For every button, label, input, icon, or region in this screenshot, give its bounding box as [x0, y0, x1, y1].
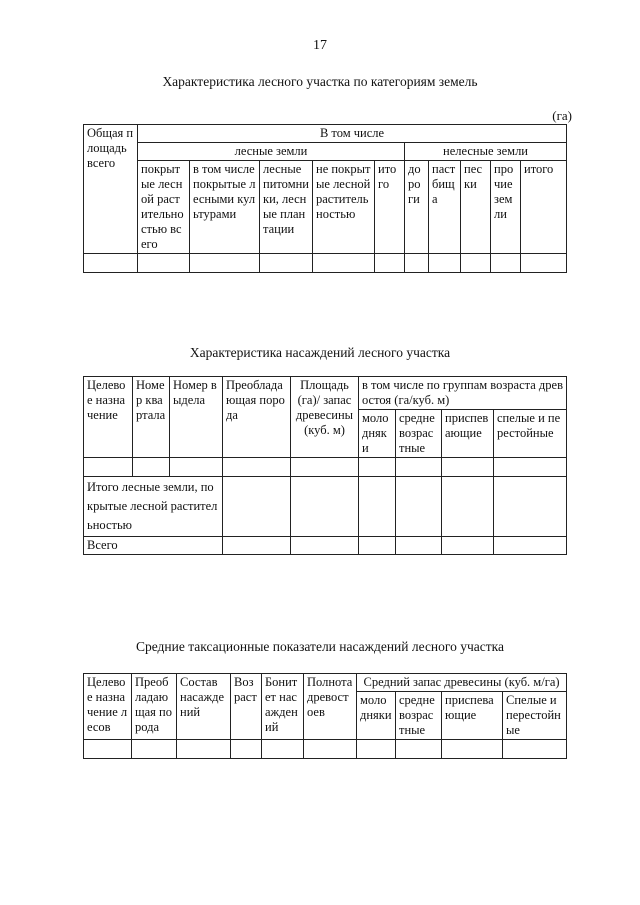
table-row: [84, 458, 567, 477]
plantings-table: [83, 376, 567, 555]
header-allotment: Номер выдела: [170, 377, 223, 458]
header-total-area: Общая площадь всего: [84, 125, 138, 254]
header-mature-overmature: Спелые и перестойные: [503, 692, 567, 740]
page-number: 17: [313, 38, 327, 53]
header-nurseries: лесные питомники, лесные плантации: [260, 161, 313, 254]
taxation-table: [83, 673, 567, 759]
header-middle-aged: средневозрастные: [396, 410, 442, 458]
header-mature-overmature: спелые и перестойные: [494, 410, 567, 458]
total-forest-covered-label: Итого лесные земли, покрытые лесной растительностью: [84, 477, 223, 537]
header-roads: дороги: [405, 161, 429, 254]
header-density: Полнота древостоев: [304, 674, 357, 740]
header-in-total: В том числе: [138, 125, 567, 143]
header-maturing: приспевающие: [442, 410, 494, 458]
header-forest-purpose: Целевое назначение лесов: [84, 674, 132, 740]
header-forest-total: итого: [375, 161, 405, 254]
header-young: молодняки: [357, 692, 396, 740]
header-dominant-species: Преобладающая порода: [223, 377, 291, 458]
land-categories-table: [83, 124, 567, 273]
header-maturing: приспевающие: [442, 692, 503, 740]
header-covered-forest: покрытые лесной растительностью всего: [138, 161, 190, 254]
grand-total-label: Всего: [84, 537, 223, 555]
header-covered-cultures: в том числе покрытые лесными культурами: [190, 161, 260, 254]
header-age: Возраст: [231, 674, 262, 740]
unit-note: (га): [552, 108, 572, 123]
header-nonforest-total: итого: [521, 161, 567, 254]
header-bonitet: Бонитет насаждений: [262, 674, 304, 740]
header-area-stock: Площадь (га)/ запас древесины (куб. м): [291, 377, 359, 458]
header-other-lands: прочие земли: [491, 161, 521, 254]
header-nonforest-lands: нелесные земли: [405, 143, 567, 161]
header-not-covered: не покрытые лесной растительностью: [313, 161, 375, 254]
header-sands: пески: [461, 161, 491, 254]
section-title-plantings: Характеристика насаждений лесного участка: [189, 345, 451, 360]
header-pastures: пастбища: [429, 161, 461, 254]
header-dominant-species: Преобладающая порода: [132, 674, 177, 740]
header-age-groups: в том числе по группам возраста древостоя (га/куб. м): [359, 377, 567, 410]
header-young: молодняки: [359, 410, 396, 458]
header-avg-stock: Средний запас древесины (куб. м/га): [357, 674, 567, 692]
header-forest-lands: лесные земли: [138, 143, 405, 161]
section-title-taxation: Средние таксационные показатели насаждений лесного участка: [135, 639, 505, 654]
header-composition: Состав насаждений: [177, 674, 231, 740]
section-title-land-categories: Характеристика лесного участка по категориям земель: [162, 74, 478, 89]
header-quarter: Номер квартала: [133, 377, 170, 458]
header-purpose: Целевое назначение: [84, 377, 133, 458]
header-middle-aged: средневозрастные: [396, 692, 442, 740]
table-row: [84, 740, 567, 759]
table-row: [84, 254, 567, 273]
